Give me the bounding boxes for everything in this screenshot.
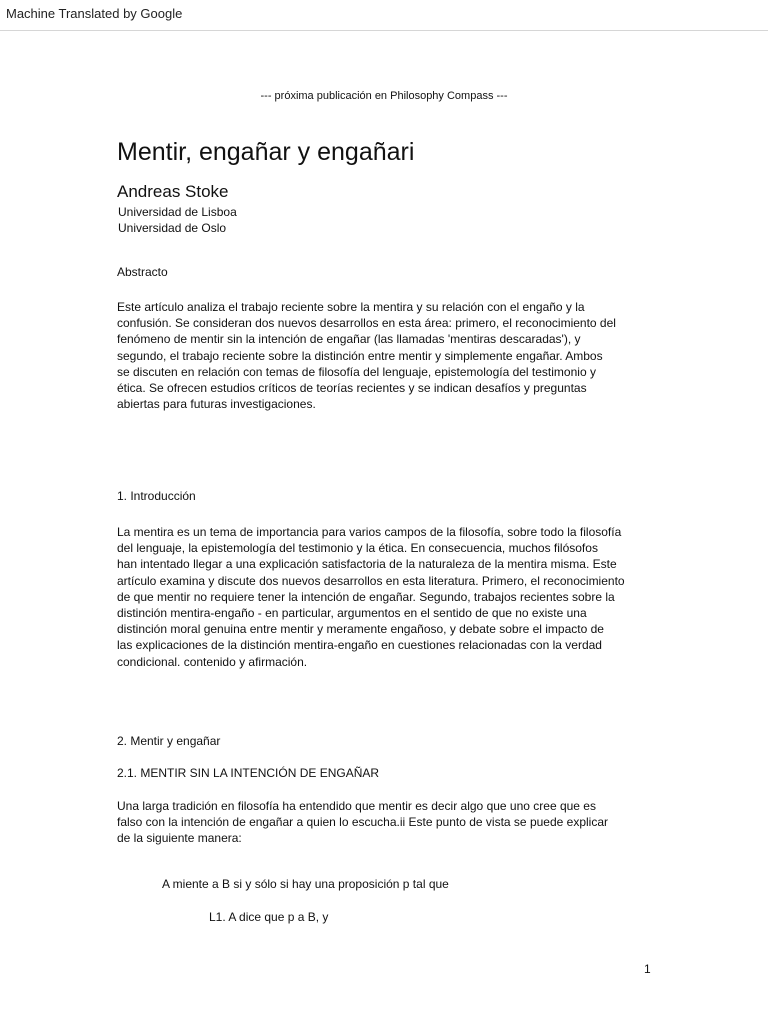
introduction-paragraph [117,524,657,670]
definition-statement: A miente a B si y sólo si hay una proposición p tal que [162,877,449,891]
paper-title: Mentir, engañar y engañari [117,138,415,166]
paragraph-line: de que mentir no requiere tener la intención de engañar. Segundo, trabajos recientes sobre la [117,589,615,604]
affiliation-oslo: Universidad de Oslo [118,221,227,235]
translation-banner [0,0,768,31]
section2-paragraph [117,798,657,847]
paragraph-line: La mentira es un tema de importancia para varios campos de la filosofía, sobre todo la filosofía [117,525,622,539]
paragraph-line: las explicaciones de la distinción mentira-engaño en cuestiones relacionadas con la verdad [117,638,602,653]
definition-condition-l1: L1. A dice que p a B, y [209,910,329,924]
paragraph-line: condicional. contenido y afirmación. [117,654,308,669]
paragraph-line: se discuten en relación con temas de filosofía del lenguaje, epistemología del testimonio y [117,364,596,379]
paragraph-line: distinción moral genuina entre mentir y meramente engañoso, y debate sobre el impacto de [117,622,604,637]
section-heading-introduction: 1. Introducción [117,489,196,503]
affiliation-lisboa: Universidad de Lisboa [118,205,237,219]
paragraph-line: han intentado llegar a una explicación satisfactoria de la naturaleza de la mentira misma. Este [117,557,617,572]
paragraph-line: del lenguaje, la epistemología del testimonio y la ética. En consecuencia, muchos filósofos [117,541,598,556]
paragraph-line: fenómeno de mentir sin la intención de engañar (las llamadas 'mentiras descaradas'), y [117,332,581,347]
author-name: Andreas Stoke [117,182,229,201]
abstract-paragraph [117,299,657,412]
paragraph-line: Una larga tradición en filosofía ha entendido que mentir es decir algo que uno cree que es [117,799,596,813]
paragraph-line: de la siguiente manera: [117,831,242,846]
forthcoming-note: --- próxima publicación en Philosophy Compass --- [260,90,508,102]
page-number: 1 [644,962,651,976]
banner-text: Machine Translated by Google [6,6,183,21]
subsection-heading: 2.1. MENTIR SIN LA INTENCIÓN DE ENGAÑAR [117,766,380,780]
section-heading-lying-deceiving: 2. Mentir y engañar [117,734,221,748]
paragraph-line: abiertas para futuras investigaciones. [117,397,316,412]
paragraph-line: artículo examina y discute dos nuevos desarrollos en esta literatura. Primero, el reconocimiento [117,573,625,588]
paragraph-line: segundo, el trabajo reciente sobre la distinción entre mentir y simplemente engañar. Ambos [117,348,603,363]
paragraph-line: falso con la intención de engañar a quien lo escucha.ii Este punto de vista se puede explicar [117,815,608,830]
paragraph-line: ética. Se ofrecen estudios críticos de teorías recientes y se indican desafíos y preguntas [117,381,587,396]
paragraph-line: Este artículo analiza el trabajo reciente sobre la mentira y su relación con el engaño y la [117,300,585,314]
abstract-heading: Abstracto [117,265,168,279]
paragraph-line: confusión. Se consideran dos nuevos desarrollos en esta área: primero, el reconocimiento del [117,316,616,331]
paragraph-line: distinción mentira-engaño - en particular, argumentos en el sentido de que no existe una [117,606,587,621]
